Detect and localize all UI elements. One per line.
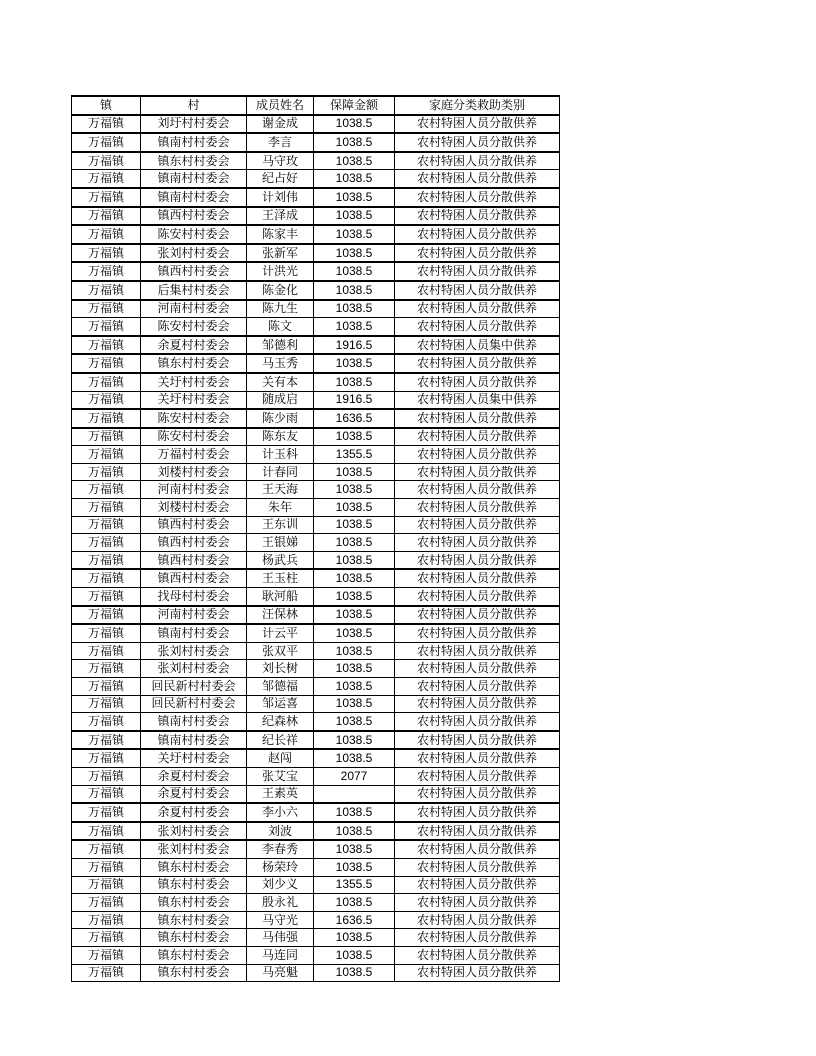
village-cell: 镇东村村委会 (141, 894, 247, 912)
table-row (72, 188, 560, 207)
town-cell: 万福镇 (72, 822, 141, 841)
category-cell: 农村特困人员分散供养 (395, 894, 560, 912)
town-cell: 万福镇 (72, 391, 141, 409)
amount-cell: 1038.5 (314, 749, 395, 767)
member-name-cell: 计洪光 (247, 262, 314, 281)
table-row (72, 876, 560, 894)
member-name-cell: 纪占好 (247, 170, 314, 188)
town-cell: 万福镇 (72, 624, 141, 642)
town-cell: 万福镇 (72, 152, 141, 170)
member-name-cell: 纪森林 (247, 713, 314, 731)
category-cell: 农村特困人员分散供养 (395, 588, 560, 606)
category-cell: 农村特困人员分散供养 (395, 409, 560, 428)
village-cell: 张刘村村委会 (141, 840, 247, 858)
table-row (72, 588, 560, 606)
amount-cell: 1038.5 (314, 551, 395, 569)
amount-cell: 1038.5 (314, 588, 395, 606)
village-cell: 万福村村委会 (141, 446, 247, 464)
town-cell: 万福镇 (72, 133, 141, 152)
town-cell: 万福镇 (72, 499, 141, 517)
town-cell: 万福镇 (72, 876, 141, 894)
category-cell: 农村特困人员分散供养 (395, 660, 560, 678)
village-cell: 镇东村村委会 (141, 152, 247, 170)
village-cell: 张刘村村委会 (141, 244, 247, 263)
amount-cell: 1038.5 (314, 499, 395, 517)
amount-cell: 1038.5 (314, 840, 395, 858)
village-cell: 河南村村委会 (141, 481, 247, 499)
village-cell: 镇南村村委会 (141, 713, 247, 731)
amount-cell: 1038.5 (314, 463, 395, 481)
table-row (72, 569, 560, 587)
town-cell: 万福镇 (72, 115, 141, 134)
member-name-cell: 关有本 (247, 373, 314, 391)
town-cell: 万福镇 (72, 318, 141, 336)
town-cell: 万福镇 (72, 946, 141, 964)
member-name-cell: 李言 (247, 133, 314, 152)
amount-cell: 1038.5 (314, 225, 395, 244)
village-cell: 镇南村村委会 (141, 170, 247, 188)
village-cell: 镇南村村委会 (141, 731, 247, 750)
member-name-cell: 计春同 (247, 463, 314, 481)
village-cell: 回民新村村委会 (141, 695, 247, 713)
table-row (72, 115, 560, 134)
member-name-cell: 李小六 (247, 803, 314, 822)
village-cell: 镇南村村委会 (141, 624, 247, 642)
village-cell: 关圩村村委会 (141, 391, 247, 409)
village-cell: 刘圩村村委会 (141, 115, 247, 134)
table-row (72, 391, 560, 409)
header-member-name: 成员姓名 (247, 96, 314, 115)
amount-cell: 1038.5 (314, 428, 395, 446)
town-cell: 万福镇 (72, 551, 141, 569)
amount-cell: 1038.5 (314, 642, 395, 660)
town-cell: 万福镇 (72, 281, 141, 300)
village-cell: 张刘村村委会 (141, 822, 247, 841)
village-cell: 刘楼村村委会 (141, 499, 247, 517)
town-cell: 万福镇 (72, 354, 141, 373)
member-name-cell: 邹德福 (247, 678, 314, 696)
member-name-cell: 计云平 (247, 624, 314, 642)
table-row (72, 373, 560, 391)
amount-cell: 1636.5 (314, 409, 395, 428)
table-row (72, 946, 560, 964)
member-name-cell: 计刘伟 (247, 188, 314, 207)
town-cell: 万福镇 (72, 678, 141, 696)
category-cell: 农村特困人员分散供养 (395, 188, 560, 207)
village-cell: 陈安村村委会 (141, 318, 247, 336)
category-cell: 农村特困人员分散供养 (395, 785, 560, 803)
amount-cell: 1038.5 (314, 207, 395, 226)
table-row (72, 516, 560, 534)
table-row (72, 822, 560, 841)
village-cell: 镇西村村委会 (141, 569, 247, 587)
amount-cell: 1038.5 (314, 281, 395, 300)
table-row (72, 785, 560, 803)
header-village: 村 (141, 96, 247, 115)
table-row (72, 964, 560, 982)
amount-cell: 1038.5 (314, 624, 395, 642)
town-cell: 万福镇 (72, 188, 141, 207)
town-cell: 万福镇 (72, 858, 141, 876)
category-cell: 农村特困人员分散供养 (395, 207, 560, 226)
village-cell: 镇南村村委会 (141, 133, 247, 152)
town-cell: 万福镇 (72, 929, 141, 947)
category-cell: 农村特困人员分散供养 (395, 244, 560, 263)
table-row (72, 170, 560, 188)
member-name-cell: 邹德利 (247, 336, 314, 355)
category-cell: 农村特困人员分散供养 (395, 858, 560, 876)
header-town: 镇 (72, 96, 141, 115)
amount-cell: 1038.5 (314, 569, 395, 587)
amount-cell: 1038.5 (314, 262, 395, 281)
category-cell: 农村特困人员分散供养 (395, 929, 560, 947)
category-cell: 农村特困人员分散供养 (395, 152, 560, 170)
amount-cell: 1038.5 (314, 964, 395, 982)
member-name-cell: 张双平 (247, 642, 314, 660)
member-name-cell: 李春秀 (247, 840, 314, 858)
member-name-cell: 邹运喜 (247, 695, 314, 713)
category-cell: 农村特困人员分散供养 (395, 606, 560, 625)
category-cell: 农村特困人员分散供养 (395, 115, 560, 134)
amount-cell: 2077 (314, 767, 395, 785)
village-cell: 镇东村村委会 (141, 354, 247, 373)
member-name-cell: 王天海 (247, 481, 314, 499)
town-cell: 万福镇 (72, 569, 141, 587)
member-name-cell: 刘波 (247, 822, 314, 841)
category-cell: 农村特困人员集中供养 (395, 336, 560, 355)
village-cell: 关圩村村委会 (141, 749, 247, 767)
category-cell: 农村特困人员分散供养 (395, 534, 560, 552)
table-row (72, 803, 560, 822)
category-cell: 农村特困人员集中供养 (395, 391, 560, 409)
amount-cell: 1916.5 (314, 391, 395, 409)
town-cell: 万福镇 (72, 749, 141, 767)
table-row (72, 463, 560, 481)
table-row (72, 767, 560, 785)
table-row (72, 534, 560, 552)
amount-cell: 1038.5 (314, 188, 395, 207)
member-name-cell: 杨武兵 (247, 551, 314, 569)
member-name-cell: 赵闯 (247, 749, 314, 767)
village-cell: 镇东村村委会 (141, 911, 247, 929)
amount-cell: 1038.5 (314, 678, 395, 696)
village-cell: 镇西村村委会 (141, 262, 247, 281)
amount-cell: 1038.5 (314, 929, 395, 947)
amount-cell: 1038.5 (314, 858, 395, 876)
table-row (72, 713, 560, 731)
table-row (72, 300, 560, 318)
town-cell: 万福镇 (72, 713, 141, 731)
amount-cell: 1038.5 (314, 894, 395, 912)
member-name-cell: 王素英 (247, 785, 314, 803)
member-name-cell: 陈少雨 (247, 409, 314, 428)
category-cell: 农村特困人员分散供养 (395, 499, 560, 517)
town-cell: 万福镇 (72, 446, 141, 464)
amount-cell: 1038.5 (314, 946, 395, 964)
village-cell: 后集村村委会 (141, 281, 247, 300)
member-name-cell: 陈九生 (247, 300, 314, 318)
village-cell: 陈安村村委会 (141, 409, 247, 428)
table-row (72, 262, 560, 281)
member-name-cell: 王泽成 (247, 207, 314, 226)
member-name-cell: 纪长祥 (247, 731, 314, 750)
member-name-cell: 陈东友 (247, 428, 314, 446)
header-category: 家庭分类救助类别 (395, 96, 560, 115)
category-cell: 农村特困人员分散供养 (395, 911, 560, 929)
town-cell: 万福镇 (72, 964, 141, 982)
member-name-cell: 计玉科 (247, 446, 314, 464)
town-cell: 万福镇 (72, 207, 141, 226)
table-row (72, 225, 560, 244)
village-cell: 余夏村村委会 (141, 767, 247, 785)
town-cell: 万福镇 (72, 606, 141, 625)
amount-cell: 1038.5 (314, 534, 395, 552)
category-cell: 农村特困人员分散供养 (395, 964, 560, 982)
table-row (72, 911, 560, 929)
table-row (72, 551, 560, 569)
table-row (72, 678, 560, 696)
village-cell: 张刘村村委会 (141, 642, 247, 660)
member-name-cell: 马伟强 (247, 929, 314, 947)
member-name-cell: 殷永礼 (247, 894, 314, 912)
amount-cell: 1038.5 (314, 318, 395, 336)
town-cell: 万福镇 (72, 785, 141, 803)
amount-cell: 1038.5 (314, 152, 395, 170)
category-cell: 农村特困人员分散供养 (395, 946, 560, 964)
member-name-cell: 张新军 (247, 244, 314, 263)
town-cell: 万福镇 (72, 840, 141, 858)
category-cell: 农村特困人员分散供养 (395, 713, 560, 731)
village-cell: 河南村村委会 (141, 606, 247, 625)
village-cell: 河南村村委会 (141, 300, 247, 318)
town-cell: 万福镇 (72, 244, 141, 263)
member-name-cell: 马连同 (247, 946, 314, 964)
table-body (72, 96, 560, 982)
table-row (72, 731, 560, 750)
member-name-cell: 朱年 (247, 499, 314, 517)
member-name-cell: 王东训 (247, 516, 314, 534)
town-cell: 万福镇 (72, 660, 141, 678)
town-cell: 万福镇 (72, 428, 141, 446)
amount-cell: 1038.5 (314, 822, 395, 841)
table-row (72, 244, 560, 263)
town-cell: 万福镇 (72, 225, 141, 244)
village-cell: 镇西村村委会 (141, 534, 247, 552)
category-cell: 农村特困人员分散供养 (395, 731, 560, 750)
category-cell: 农村特困人员分散供养 (395, 300, 560, 318)
town-cell: 万福镇 (72, 300, 141, 318)
amount-cell: 1038.5 (314, 481, 395, 499)
town-cell: 万福镇 (72, 409, 141, 428)
category-cell: 农村特困人员分散供养 (395, 463, 560, 481)
town-cell: 万福镇 (72, 373, 141, 391)
table-row (72, 281, 560, 300)
table-row (72, 336, 560, 355)
member-name-cell: 张艾宝 (247, 767, 314, 785)
village-cell: 镇东村村委会 (141, 876, 247, 894)
table-row (72, 318, 560, 336)
amount-cell: 1038.5 (314, 516, 395, 534)
member-name-cell: 陈家丰 (247, 225, 314, 244)
amount-cell: 1038.5 (314, 660, 395, 678)
category-cell: 农村特困人员分散供养 (395, 749, 560, 767)
table-row (72, 858, 560, 876)
member-name-cell: 杨荣玲 (247, 858, 314, 876)
village-cell: 张刘村村委会 (141, 660, 247, 678)
village-cell: 镇东村村委会 (141, 929, 247, 947)
village-cell: 镇南村村委会 (141, 188, 247, 207)
amount-cell (314, 785, 395, 803)
table-row (72, 409, 560, 428)
category-cell: 农村特困人员分散供养 (395, 551, 560, 569)
amount-cell: 1038.5 (314, 373, 395, 391)
table-row (72, 133, 560, 152)
amount-cell: 1038.5 (314, 731, 395, 750)
table-row (72, 354, 560, 373)
table-row (72, 695, 560, 713)
village-cell: 镇西村村委会 (141, 516, 247, 534)
village-cell: 余夏村村委会 (141, 785, 247, 803)
category-cell: 农村特困人员分散供养 (395, 695, 560, 713)
table-row (72, 152, 560, 170)
village-cell: 找母村村委会 (141, 588, 247, 606)
member-name-cell: 马玉秀 (247, 354, 314, 373)
category-cell: 农村特困人员分散供养 (395, 840, 560, 858)
member-name-cell: 马亮魁 (247, 964, 314, 982)
header-amount: 保障金额 (314, 96, 395, 115)
town-cell: 万福镇 (72, 262, 141, 281)
category-cell: 农村特困人员分散供养 (395, 225, 560, 244)
member-name-cell: 陈文 (247, 318, 314, 336)
village-cell: 陈安村村委会 (141, 428, 247, 446)
village-cell: 镇东村村委会 (141, 964, 247, 982)
town-cell: 万福镇 (72, 516, 141, 534)
amount-cell: 1038.5 (314, 133, 395, 152)
category-cell: 农村特困人员分散供养 (395, 318, 560, 336)
table-row (72, 207, 560, 226)
member-name-cell: 随成启 (247, 391, 314, 409)
header-row (72, 96, 560, 115)
member-name-cell: 耿河船 (247, 588, 314, 606)
town-cell: 万福镇 (72, 767, 141, 785)
town-cell: 万福镇 (72, 695, 141, 713)
member-name-cell: 马守光 (247, 911, 314, 929)
town-cell: 万福镇 (72, 803, 141, 822)
member-name-cell: 王玉柱 (247, 569, 314, 587)
category-cell: 农村特困人员分散供养 (395, 876, 560, 894)
table-row (72, 660, 560, 678)
village-cell: 余夏村村委会 (141, 803, 247, 822)
member-name-cell: 陈金化 (247, 281, 314, 300)
table-row (72, 929, 560, 947)
amount-cell: 1916.5 (314, 336, 395, 355)
table-row (72, 840, 560, 858)
town-cell: 万福镇 (72, 534, 141, 552)
category-cell: 农村特困人员分散供养 (395, 428, 560, 446)
town-cell: 万福镇 (72, 642, 141, 660)
village-cell: 镇东村村委会 (141, 946, 247, 964)
town-cell: 万福镇 (72, 481, 141, 499)
amount-cell: 1038.5 (314, 244, 395, 263)
member-name-cell: 谢金成 (247, 115, 314, 134)
table-row (72, 446, 560, 464)
amount-cell: 1038.5 (314, 803, 395, 822)
village-cell: 余夏村村委会 (141, 336, 247, 355)
member-name-cell: 刘长树 (247, 660, 314, 678)
village-cell: 回民新村村委会 (141, 678, 247, 696)
category-cell: 农村特困人员分散供养 (395, 354, 560, 373)
member-name-cell: 王银娣 (247, 534, 314, 552)
table-row (72, 624, 560, 642)
amount-cell: 1355.5 (314, 446, 395, 464)
category-cell: 农村特困人员分散供养 (395, 642, 560, 660)
category-cell: 农村特困人员分散供养 (395, 281, 560, 300)
amount-cell: 1038.5 (314, 606, 395, 625)
amount-cell: 1355.5 (314, 876, 395, 894)
amount-cell: 1038.5 (314, 354, 395, 373)
table-row (72, 428, 560, 446)
village-cell: 镇西村村委会 (141, 551, 247, 569)
table-row (72, 642, 560, 660)
category-cell: 农村特困人员分散供养 (395, 822, 560, 841)
category-cell: 农村特困人员分散供养 (395, 262, 560, 281)
category-cell: 农村特困人员分散供养 (395, 373, 560, 391)
member-name-cell: 马守玫 (247, 152, 314, 170)
town-cell: 万福镇 (72, 911, 141, 929)
category-cell: 农村特困人员分散供养 (395, 803, 560, 822)
amount-cell: 1038.5 (314, 300, 395, 318)
amount-cell: 1038.5 (314, 170, 395, 188)
member-name-cell: 刘少义 (247, 876, 314, 894)
table-row (72, 606, 560, 625)
town-cell: 万福镇 (72, 170, 141, 188)
category-cell: 农村特困人员分散供养 (395, 624, 560, 642)
amount-cell: 1038.5 (314, 713, 395, 731)
table-row (72, 481, 560, 499)
table-row (72, 894, 560, 912)
amount-cell: 1636.5 (314, 911, 395, 929)
village-cell: 刘楼村村委会 (141, 463, 247, 481)
village-cell: 镇西村村委会 (141, 207, 247, 226)
amount-cell: 1038.5 (314, 695, 395, 713)
category-cell: 农村特困人员分散供养 (395, 516, 560, 534)
category-cell: 农村特困人员分散供养 (395, 446, 560, 464)
category-cell: 农村特困人员分散供养 (395, 569, 560, 587)
town-cell: 万福镇 (72, 463, 141, 481)
category-cell: 农村特困人员分散供养 (395, 133, 560, 152)
table-row (72, 499, 560, 517)
category-cell: 农村特困人员分散供养 (395, 481, 560, 499)
category-cell: 农村特困人员分散供养 (395, 678, 560, 696)
village-cell: 镇东村村委会 (141, 858, 247, 876)
relief-roster-table (71, 95, 560, 982)
town-cell: 万福镇 (72, 894, 141, 912)
member-name-cell: 汪保林 (247, 606, 314, 625)
category-cell: 农村特困人员分散供养 (395, 170, 560, 188)
amount-cell: 1038.5 (314, 115, 395, 134)
town-cell: 万福镇 (72, 588, 141, 606)
village-cell: 关圩村村委会 (141, 373, 247, 391)
category-cell: 农村特困人员分散供养 (395, 767, 560, 785)
village-cell: 陈安村村委会 (141, 225, 247, 244)
table-row (72, 749, 560, 767)
town-cell: 万福镇 (72, 731, 141, 750)
town-cell: 万福镇 (72, 336, 141, 355)
